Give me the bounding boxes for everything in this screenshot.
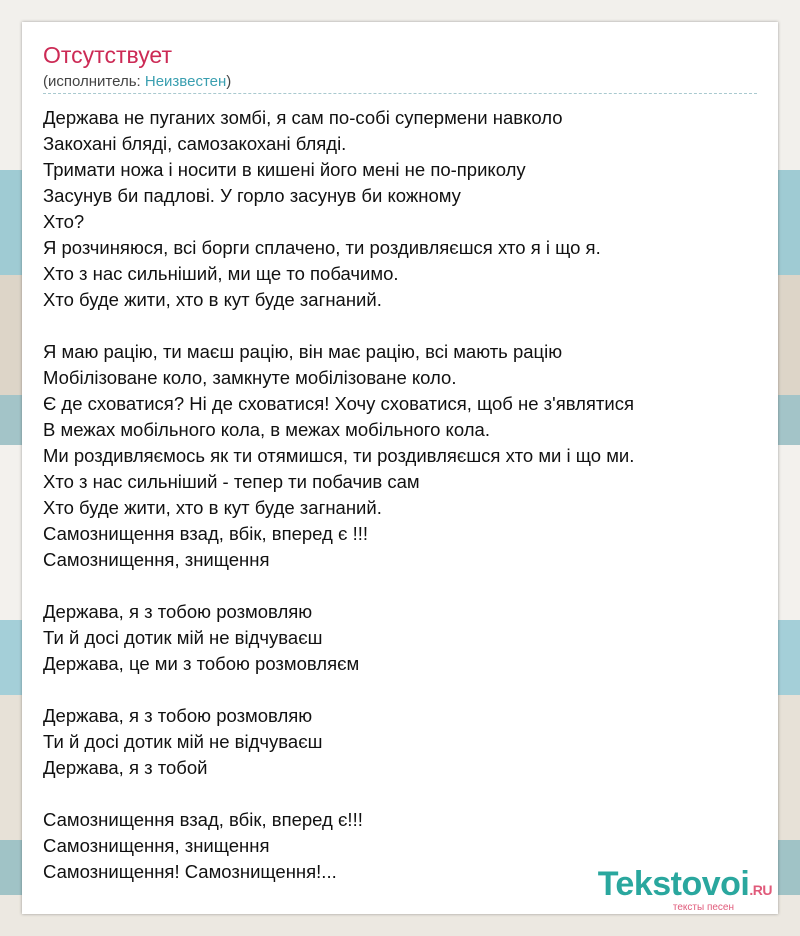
lyric-line: Самознищення взад, вбік, вперед є!!! [43,809,363,830]
lyric-line: Держава, я з тобою розмовляю [43,705,313,726]
lyric-line: Я маю рацію, ти маєш рацію, він має рацію, всі мають рацію [43,341,563,362]
lyric-line: Держава, я з тобою розмовляю [43,601,313,622]
lyric-line: Хто з нас сильніший - тепер ти побачив сам [43,471,420,492]
lyric-line: В межах мобільного кола, в межах мобільного кола. [43,419,490,440]
logo-tld: .RU [749,882,772,898]
lyric-line: Хто? [43,211,85,232]
lyric-line: Ми роздивляємось як ти отямишся, ти роздивляєшся хто ми і що ми. [43,445,635,466]
lyric-line: Хто з нас сильніший, ми ще то побачимо. [43,263,399,284]
logo-name: Tekstovoi [597,865,750,903]
lyric-line: Держава, це ми з тобою розмовляєм [43,653,360,674]
artist-line [43,73,231,90]
lyric-line: Ти й досі дотик мій не відчуваєш [43,731,323,752]
lyric-line: Ти й досі дотик мій не відчуваєш [43,627,323,648]
artist-suffix: ) [226,73,232,90]
lyric-blank-line [43,313,763,339]
lyric-line: Держава не пуганих зомбі, я сам по-собі супермени навколо [43,107,563,128]
lyrics-text [43,105,763,885]
title-divider [43,93,757,94]
artist-prefix: (исполнитель: [43,73,145,90]
lyric-line: Закохані бляді, самозакохані бляді. [43,133,347,154]
lyric-line: Є де сховатися? Ні де сховатися! Хочу сховатися, щоб не з'являтися [43,393,635,414]
lyric-line: Самознищення взад, вбік, вперед є !!! [43,523,368,544]
lyric-line: Самознищення! Самознищення!... [43,861,337,882]
song-title: Отсутствует [43,42,172,68]
lyric-line: Самознищення, знищення [43,835,270,856]
lyric-blank-line [43,781,763,807]
lyric-blank-line [43,573,763,599]
lyric-line: Засунув би падлові. У горло засунув би кожному [43,185,461,206]
lyric-line: Самознищення, знищення [43,549,270,570]
lyrics-card [22,22,778,914]
lyric-line: Мобілізоване коло, замкнуте мобілізоване коло. [43,367,457,388]
lyric-blank-line [43,677,763,703]
lyric-line: Хто буде жити, хто в кут буде загнаний. [43,289,382,310]
lyric-line: Хто буде жити, хто в кут буде загнаний. [43,497,382,518]
artist-link[interactable]: Неизвестен [144,73,227,90]
logo-tagline: тексты песен [672,902,734,913]
lyric-line: Я розчиняюся, всі борги сплачено, ти роздивляєшся хто я і що я. [43,237,601,258]
lyric-line: Тримати ножа і носити в кишені його мені не по-приколу [43,159,526,180]
lyric-line: Держава, я з тобой [43,757,208,778]
site-logo[interactable] [598,866,772,914]
